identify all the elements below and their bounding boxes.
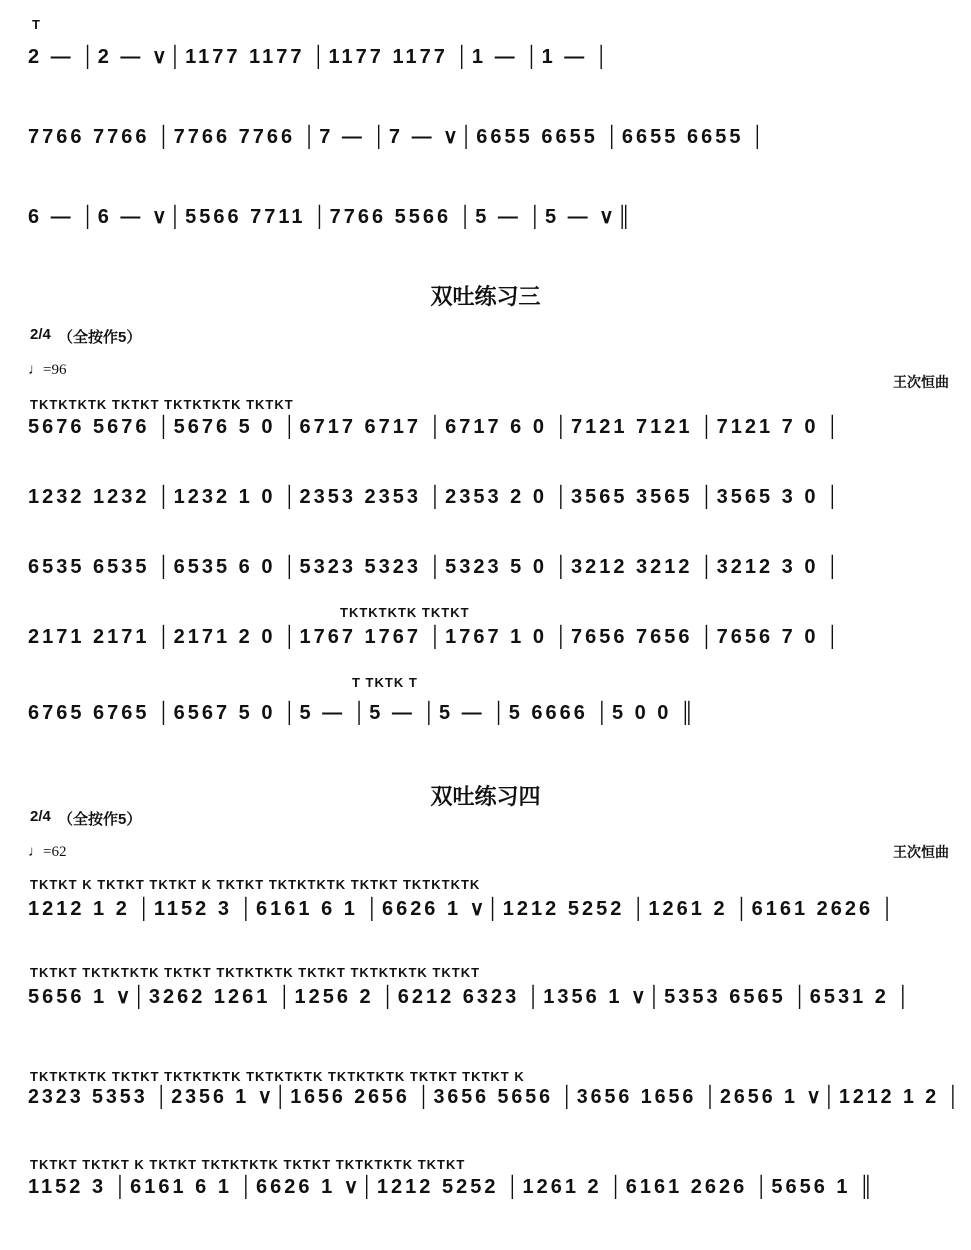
exercise-title: 双吐练习三 xyxy=(430,284,541,309)
tempo-mark: ♩=62 xyxy=(28,844,67,860)
tempo-mark: ♩=96 xyxy=(28,362,67,378)
technique-marks: TKTKT TKTKT K TKTKT TKTKTKTK TKTKT TKTKTKTK TKTKT xyxy=(30,1157,466,1172)
notation-line: 1152 3 │6161 6 1 │6626 1 ∨│1212 5252 │1261 2 │6161 2626 │5656 1 ║ xyxy=(28,1176,877,1198)
time-signature: 2/4 xyxy=(30,326,51,343)
notation-line: 5656 1 ∨│3262 1261 │1256 2 │6212 6323 │1356 1 ∨│5353 6565 │6531 2 │ xyxy=(28,986,913,1008)
technique-marks: TKTKT K TKTKT TKTKT K TKTKT TKTKTKTK TKTKT TKTKTKTK xyxy=(30,877,481,892)
notation-line: 2323 5353 │2356 1 ∨│1656 2656 │3656 5656 │3656 1656 │2656 1 ∨│1212 1 2 │ xyxy=(28,1086,963,1108)
notation-line: 1232 1232 │1232 1 0 │2353 2353 │2353 2 0 │3565 3565 │3565 3 0 │ xyxy=(28,486,843,508)
technique-marks: TKTKTKTK TKTKT TKTKTKTK TKTKT xyxy=(30,397,294,412)
time-signature: 2/4 xyxy=(30,808,51,825)
technique-marks: TKTKTKTK TKTKT TKTKTKTK TKTKTKTK TKTKTKTK TKTKT TKTKT K xyxy=(30,1069,525,1084)
notation-line: 7766 7766 │7766 7766 │7 — │7 — ∨│6655 6655 │6655 6655 │ xyxy=(28,126,768,148)
fingering-note: （全按作5） xyxy=(58,329,142,346)
composer-credit: 王次恒曲 xyxy=(893,844,949,860)
notation-line: 6535 6535 │6535 6 0 │5323 5323 │5323 5 0 │3212 3212 │3212 3 0 │ xyxy=(28,556,843,578)
notation-line: 1212 1 2 │1152 3 │6161 6 1 │6626 1 ∨│1212 5252 │1261 2 │6161 2626 │ xyxy=(28,898,898,920)
notation-line: 5676 5676 │5676 5 0 │6717 6717 │6717 6 0 │7121 7121 │7121 7 0 │ xyxy=(28,416,843,438)
composer-credit: 王次恒曲 xyxy=(893,374,949,390)
technique-marks: TKTKTKTK TKTKT xyxy=(340,605,470,620)
fingering-note: （全按作5） xyxy=(58,811,142,828)
technique-marks: TKTKT TKTKTKTK TKTKT TKTKTKTK TKTKT TKTKTKTK TKTKT xyxy=(30,965,481,980)
technique-marks: T TKTK T xyxy=(352,675,418,690)
exercise-title: 双吐练习四 xyxy=(430,784,541,809)
notation-line: 6 — │6 — ∨│5566 7711 │7766 5566 │5 — │5 — ∨║ xyxy=(28,206,634,228)
technique-marks: T xyxy=(32,17,41,32)
notation-line: 6765 6765 │6567 5 0 │5 — │5 — │5 — │5 6666 │5 0 0 ║ xyxy=(28,702,698,724)
notation-line: 2 — │2 — ∨│1177 1177 │1177 1177 │1 — │1 — │ xyxy=(28,46,612,68)
notation-line: 2171 2171 │2171 2 0 │1767 1767 │1767 1 0 │7656 7656 │7656 7 0 │ xyxy=(28,626,843,648)
